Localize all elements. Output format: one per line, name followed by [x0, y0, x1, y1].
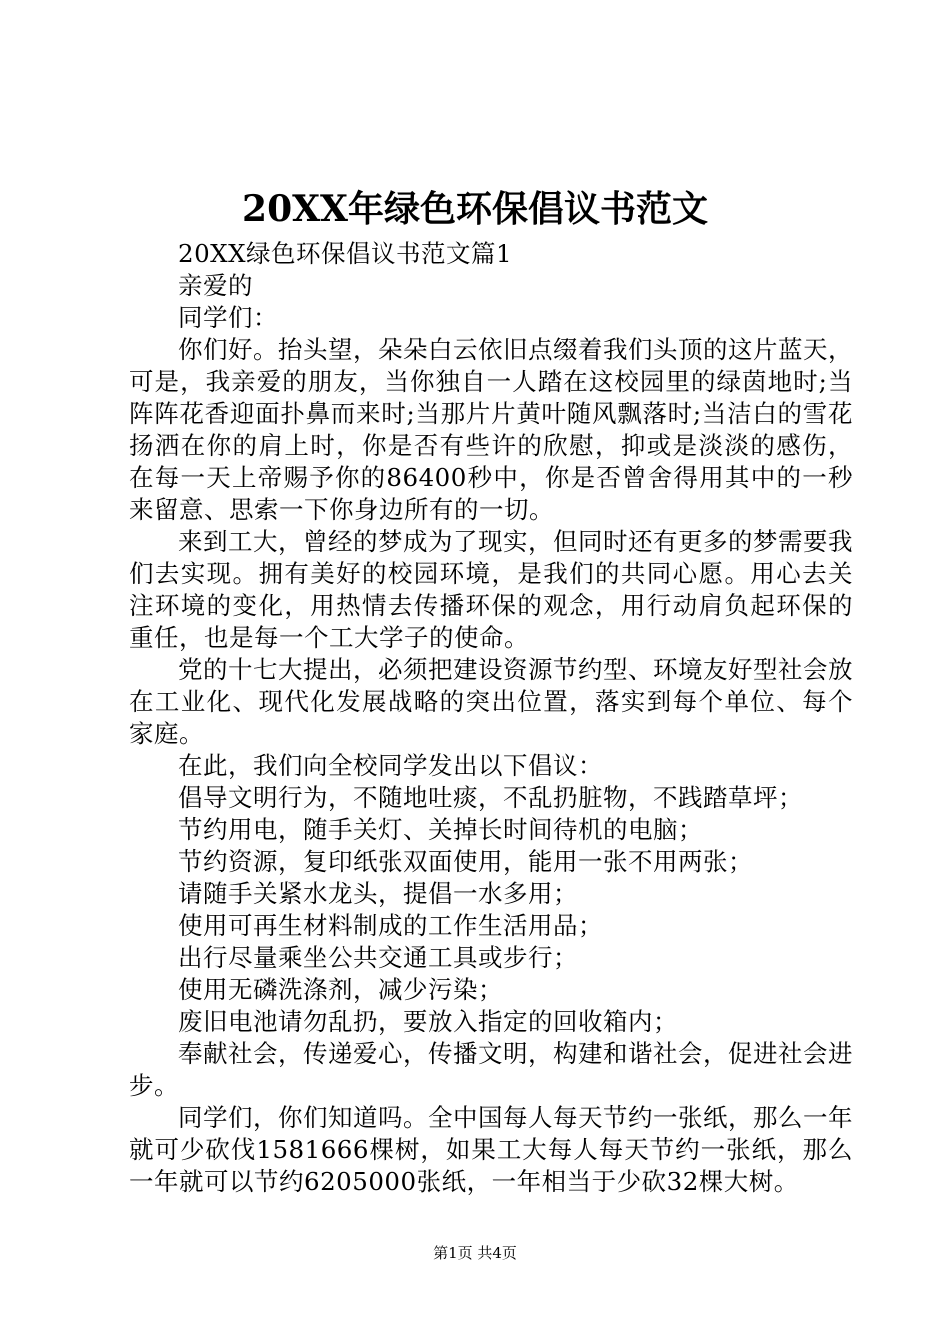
salutation-line: 亲爱的 — [178, 271, 253, 300]
proposal-item: 节约资源，复印纸张双面使用，能用一张不用两张； — [178, 847, 753, 876]
proposal-item: 倡导文明行为，不随地吐痰，不乱扔脏物，不践踏草坪； — [178, 783, 803, 812]
proposal-item: 请随手关紧水龙头，提倡一水多用； — [178, 879, 578, 908]
proposal-item: 使用无磷洗涤剂，减少污染； — [178, 975, 503, 1004]
proposal-item: 废旧电池请勿乱扔，要放入指定的回收箱内； — [178, 1007, 678, 1036]
proposal-item: 使用可再生材料制成的工作生活用品； — [178, 911, 603, 940]
body-paragraph: 同学们，你们知道吗。全中国每人每天节约一张纸，那么一年就可少砍伐1581666棵树，如果工大每人每天节约一张纸，那么一年就可以节约6205000张纸，一年相当于少砍32棵大树。 — [129, 1103, 853, 1196]
proposal-item: 节约用电，随手关灯、关掉长时间待机的电脑； — [178, 815, 703, 844]
page-footer: 第1页 共4页 — [433, 1244, 517, 1262]
body-paragraph: 在此，我们向全校同学发出以下倡议： — [178, 751, 603, 780]
proposal-item: 出行尽量乘坐公共交通工具或步行； — [178, 943, 578, 972]
salutation-line: 同学们： — [178, 303, 278, 332]
body-paragraph: 你们好。抬头望，朵朵白云依旧点缀着我们头顶的这片蓝天，可是，我亲爱的朋友，当你独自一人踏在这校园里的绿茵地时;当阵阵花香迎面扑鼻而来时;当那片片黄叶随风飘落时;当洁白的雪花扬洒在你的肩上时，你是否有些许的欣慰，抑或是淡淡的感伤，在每一天上帝赐予你的86400秒中，你是否曾舍得用其中的一秒来留意、思索一下你身边所有的一切。 — [129, 335, 853, 524]
proposal-item: 奉献社会，传递爱心，传播文明，构建和谐社会，促进社会进步。 — [129, 1039, 853, 1100]
section-heading: 20XX绿色环保倡议书范文篇1 — [178, 239, 513, 268]
document-body — [129, 238, 853, 1198]
body-paragraph: 来到工大，曾经的梦成为了现实，但同时还有更多的梦需要我们去实现。拥有美好的校园环境，是我们的共同心愿。用心去关注环境的变化，用热情去传播环保的观念，用行动肩负起环保的重任，也是每一个工大学子的使命。 — [129, 527, 853, 652]
body-paragraph: 党的十七大提出，必须把建设资源节约型、环境友好型社会放在工业化、现代化发展战略的突出位置，落实到每个单位、每个家庭。 — [129, 655, 853, 748]
document-title: 20XX年绿色环保倡议书范文 — [242, 188, 708, 230]
